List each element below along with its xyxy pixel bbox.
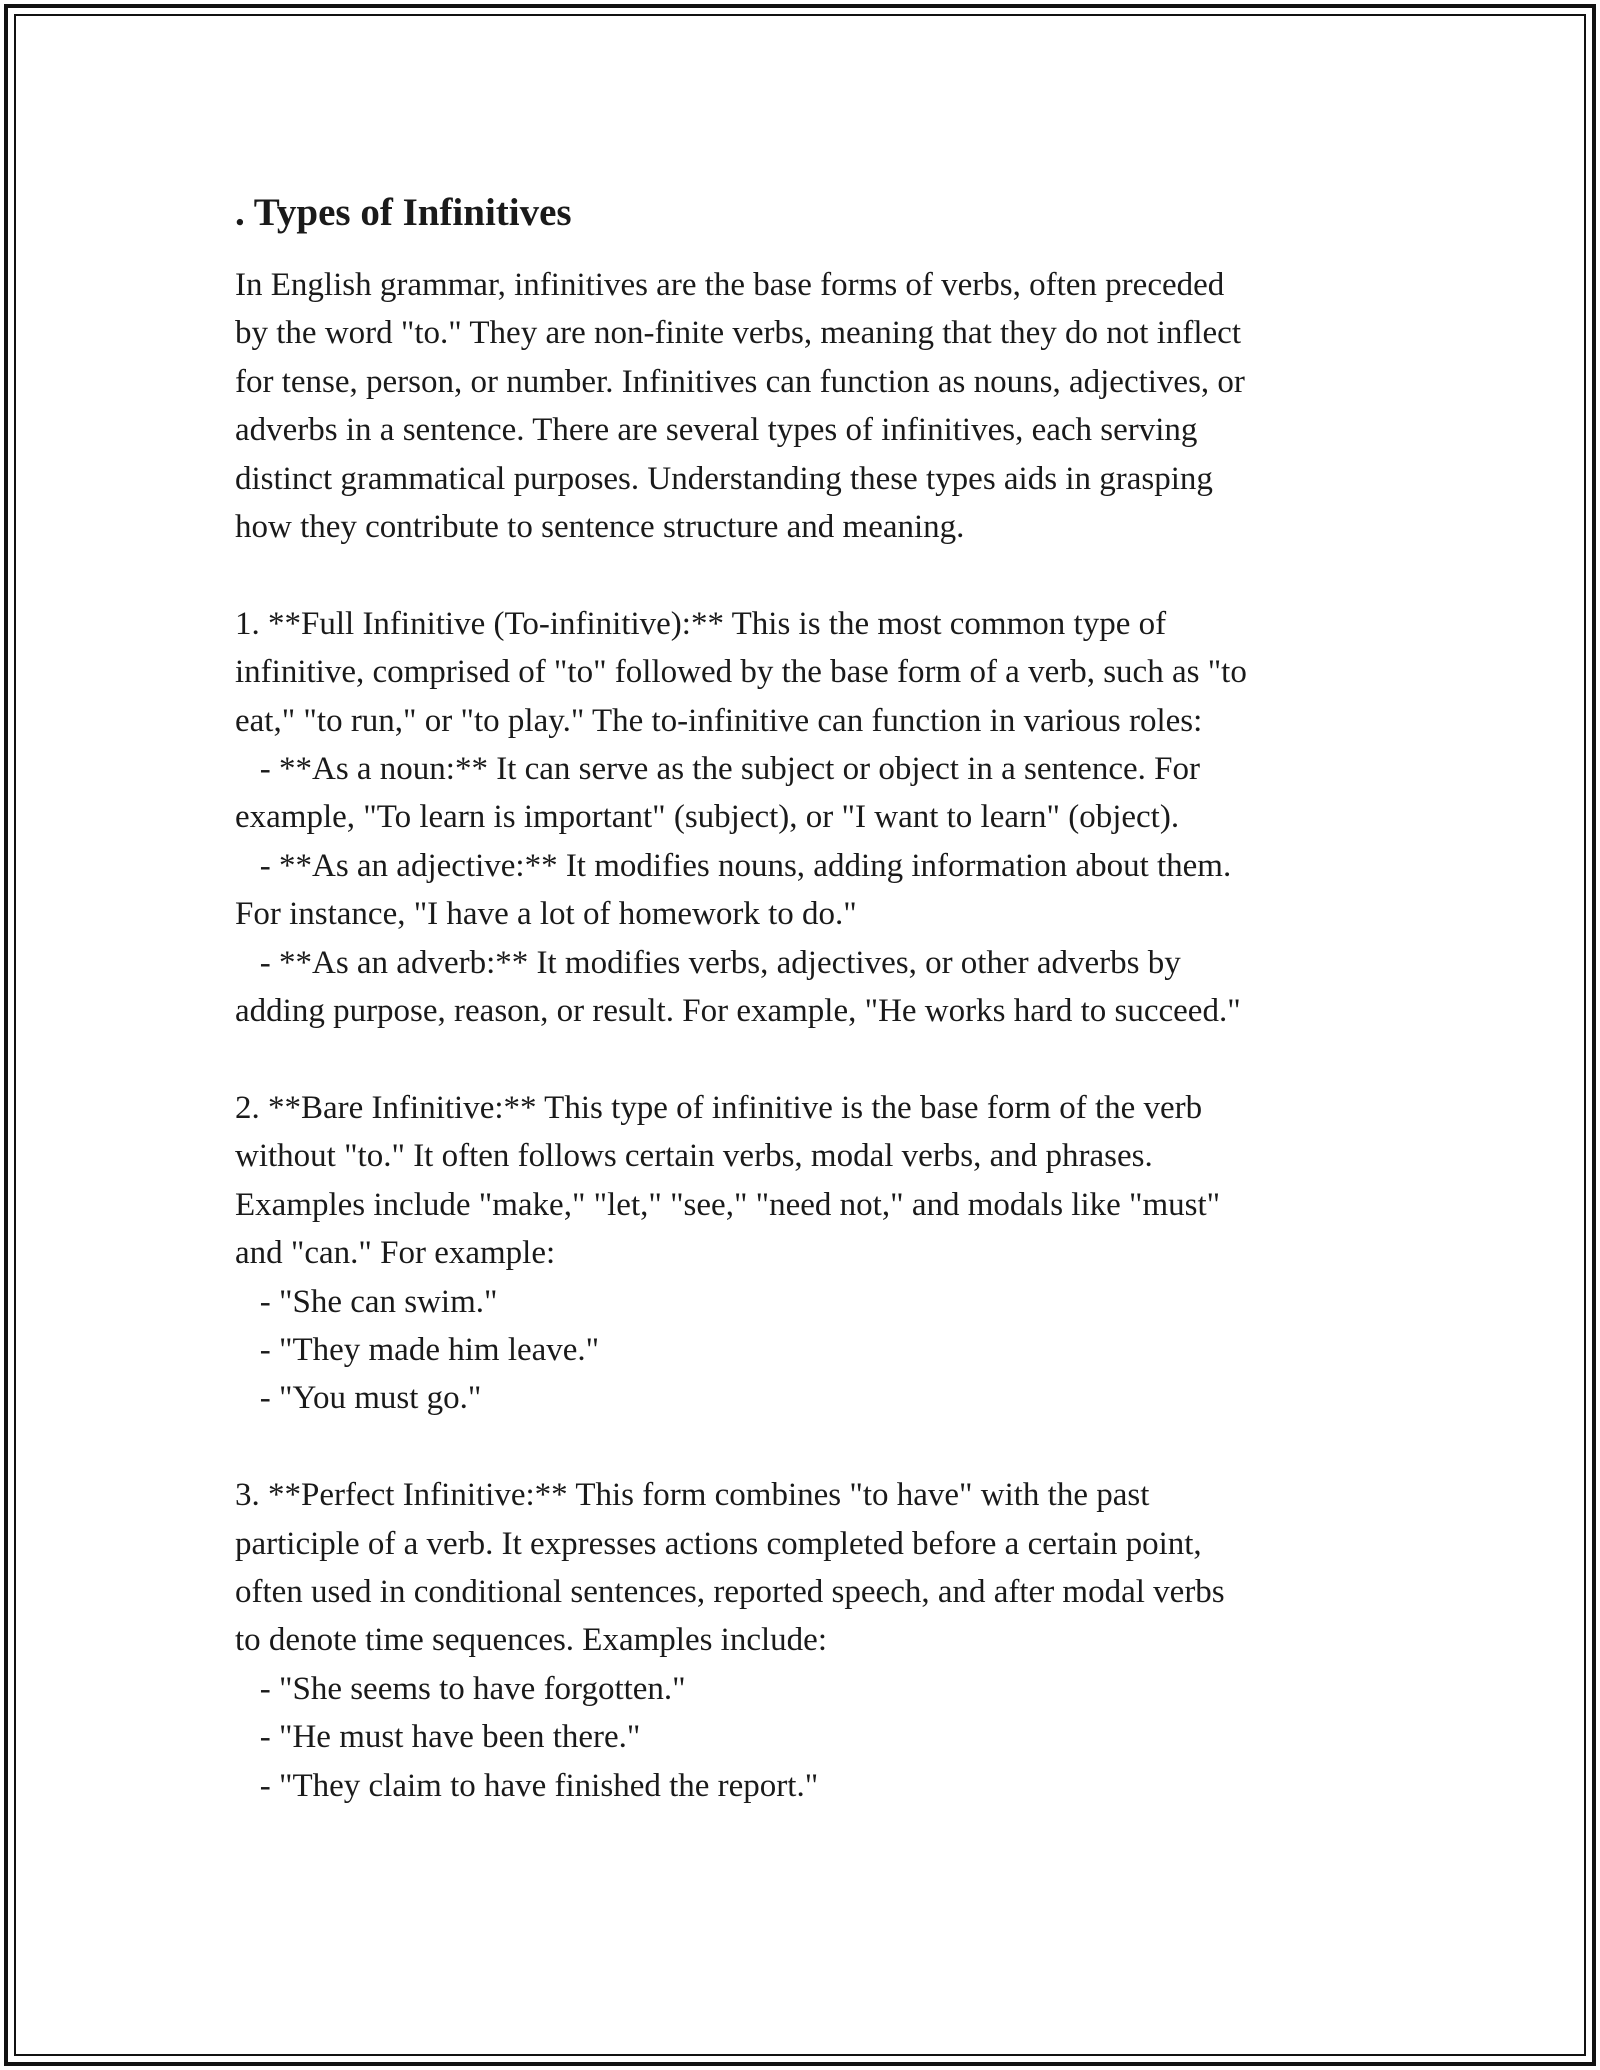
paragraph-spacer <box>235 1423 1395 1471</box>
perfect-infinitive-section: 3. **Perfect Infinitive:** This form combines "to have" with the past participle of a verb. It expresses actions completed before a certain point, often used in conditional sentences, reported speech, and after modal verbs to denote time sequences. Examples include: - "She seems to have forgotten." - "He must have been there." - "They claim to have finished the report." <box>235 1477 1225 1804</box>
document-page <box>235 185 1395 1810</box>
paragraph-spacer <box>235 1035 1395 1083</box>
page-title: . Types of Infinitives <box>235 191 572 234</box>
intro-paragraph: In English grammar, infinitives are the base forms of verbs, often preceded by the word "to." They are non-finite verbs, meaning that they do not inflect for tense, person, or number. Infinitives can function as nouns, adjectives, or adverbs in a sentence. There are several types of infinitives, each serving distinct grammatical purposes. Understanding these types aids in grasping how they contribute to sentence structure and meaning. <box>235 267 1245 546</box>
bare-infinitive-section: 2. **Bare Infinitive:** This type of infinitive is the base form of the verb without "to." It often follows certain verbs, modal verbs, and phrases. Examples include "make," "let," "see," "need not," and modals like "must" and "can." For example: - "She can swim." - "They made him leave." - "You must go." <box>235 1089 1221 1417</box>
paragraph-spacer <box>235 551 1395 599</box>
full-infinitive-section: 1. **Full Infinitive (To-infinitive):** This is the most common type of infinitive, comprised of "to" followed by the base form of a verb, such as "to eat," "to run," or "to play." The to-infinitive can function in various roles: - **As a noun:** It can serve as the subject or object in a sentence. For example, "To learn is important" (subject), or "I want to learn" (object). - **As an adjective:** It modifies nouns, adding information about them. For instance, "I have a lot of homework to do." - **As an adverb:** It modifies verbs, adjectives, or other adverbs by adding purpose, reason, or result. For example, "He works hard to succeed." <box>235 605 1247 1030</box>
